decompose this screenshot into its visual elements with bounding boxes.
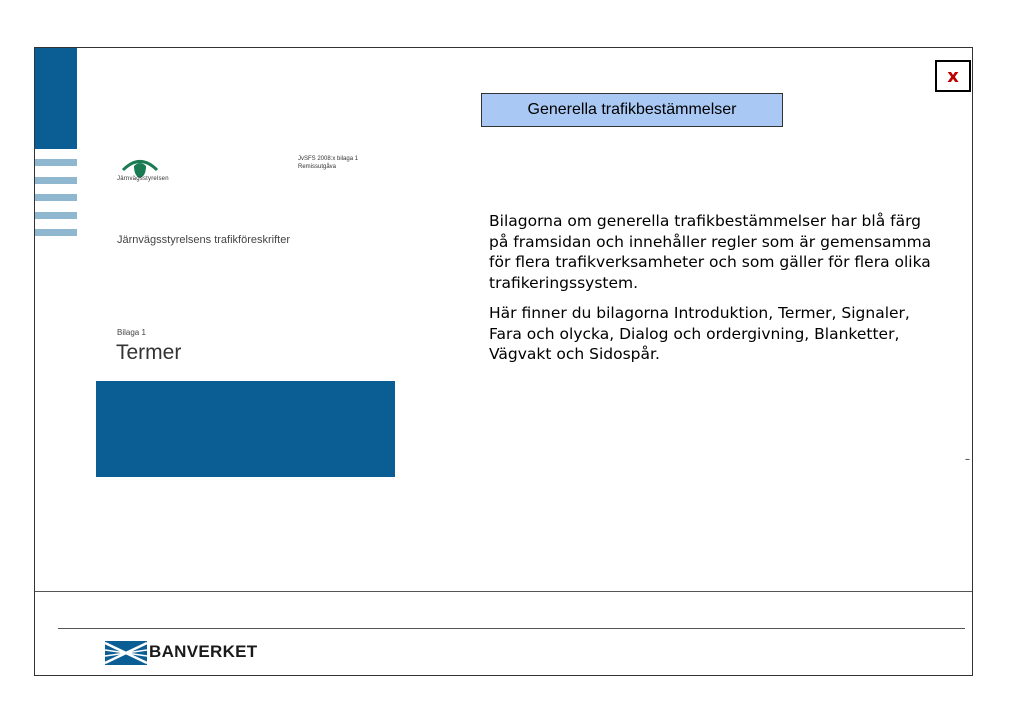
close-button[interactable]: x	[935, 60, 971, 92]
document-edition-line: Remissutgåva	[298, 164, 337, 170]
left-stripe	[35, 159, 77, 166]
document-series-title: Järnvägsstyrelsens trafikföreskrifter	[117, 234, 290, 246]
document-title: Termer	[116, 341, 182, 364]
stray-dash: –	[965, 454, 970, 465]
slide-body	[489, 211, 934, 375]
document-cover-blue-block	[96, 381, 395, 477]
body-paragraph: Här finner du bilagorna Introduktion, Termer, Signaler, Fara och olycka, Dialog och ordergivning, Blanketter, Vägvakt och Sidospår.	[489, 304, 910, 363]
document-code-line: JvSFS 2008:x bilaga 1	[298, 156, 359, 162]
jarnvagsstyrelsen-logo-icon	[113, 148, 213, 190]
banverket-brand: BANVERKET	[149, 642, 258, 661]
document-bilaga-label: Bilaga 1	[117, 328, 146, 337]
left-stripe	[35, 229, 77, 236]
left-stripe	[35, 177, 77, 184]
left-stripe	[35, 194, 77, 201]
left-accent-bar	[35, 48, 77, 149]
banverket-logo-icon	[105, 641, 147, 665]
footer-divider	[35, 591, 972, 592]
document-logo-text: Järnvägsstyrelsen	[117, 176, 169, 182]
slide-title: Generella trafikbestämmelser	[481, 93, 783, 127]
body-paragraph: Bilagorna om generella trafikbestämmelser har blå färg på framsidan och innehåller regler som är gemensamma för flera trafikverksamheter och som gäller för flera olika trafikeringssystem.	[489, 212, 932, 292]
document-code	[298, 155, 358, 171]
left-stripe	[35, 212, 77, 219]
footer-divider	[58, 628, 965, 629]
